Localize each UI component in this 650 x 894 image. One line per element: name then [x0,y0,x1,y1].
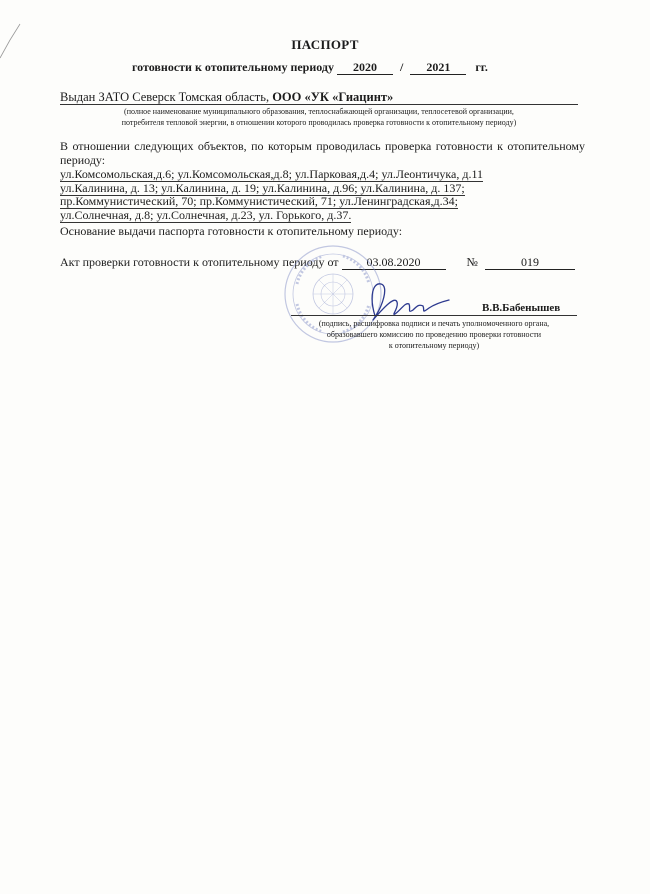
address-line: пр.Коммунистический, 70; пр.Коммунистический, 71; ул.Ленинградская,д.34; [60,194,458,209]
signer-name: В.В.Бабенышев [482,302,561,314]
year-start: 2020 [337,61,393,75]
act-date: 03.08.2020 [342,256,446,270]
document-title: ПАСПОРТ [291,37,359,52]
issued-organization: ООО «УК «Гиацинт» [272,90,394,104]
address-list [60,168,483,223]
act-label: Акт проверки готовности к отопительному периоду от [60,255,339,269]
objects-intro: В отношении следующих объектов, по которым проводилась проверка готовности к отопительному периоду: [60,139,585,167]
basis-label: Основание выдачи паспорта готовности к отопительному периоду: [60,224,403,238]
issued-to [60,90,393,105]
signer-note-line-3: к отопительному периоду) [388,341,480,350]
year-end: 2021 [410,61,466,75]
issued-underline [60,104,578,105]
document-subtitle [132,60,488,75]
address-line: ул.Солнечная, д.8; ул.Солнечная, д.23, ул. Горького, д.37. [60,208,352,223]
issued-prefix: Выдан ЗАТО Северск Томская область, [60,90,270,104]
issued-note-line-2: потребителя тепловой энергии, в отношении которого проводилась проверка готовности к отопительному периоду) [121,118,517,127]
act-number: 019 [485,256,575,270]
year-separator: / [400,60,404,74]
number-sign: № [466,255,478,269]
signature-underline [291,315,577,316]
issued-note-line-1: (полное наименование муниципального образования, теплоснабжающей организации, теплосетевой организации, [124,107,514,116]
subtitle-prefix: готовности к отопительному периоду [132,60,334,74]
signer-note [291,318,577,351]
year-suffix: гг. [475,60,488,74]
address-line: ул.Калинина, д. 13; ул.Калинина, д. 19; ул.Калинина, д.96; ул.Калинина, д. 137; [60,180,465,195]
signer-note-line-1: (подпись, расшифровка подписи и печать уполномоченного органа, [318,319,550,328]
signer-note-line-2: образовавшего комиссию по проведению проверки готовности [326,330,542,339]
address-line: ул.Комсомольская,д.6; ул.Комсомольская,д.8; ул.Парковая,д.4; ул.Леонтичука, д.11 [60,167,484,181]
issued-note [60,106,578,128]
